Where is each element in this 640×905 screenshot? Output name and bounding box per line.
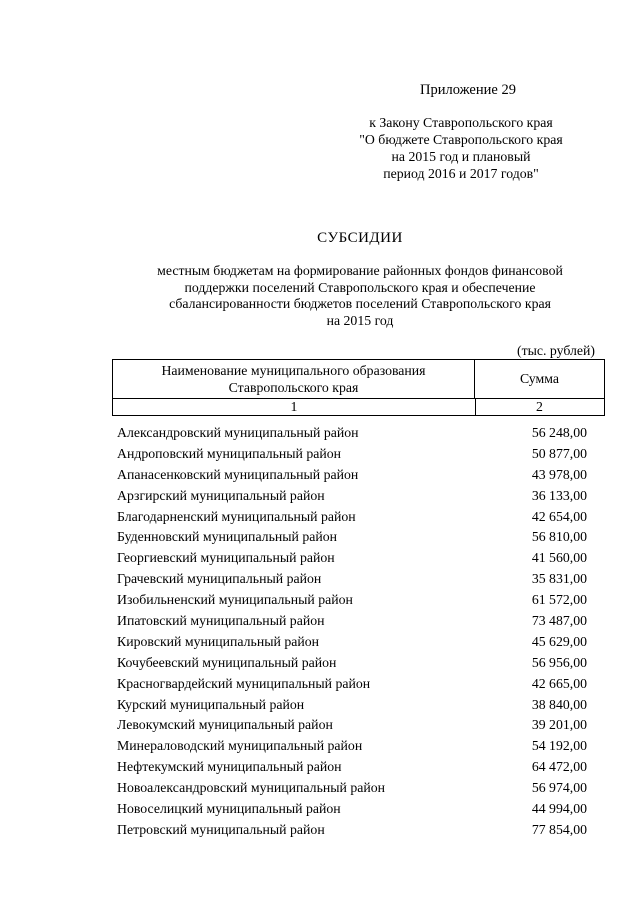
table-row (117, 675, 587, 696)
table-row (117, 528, 587, 549)
subtitle-line: на 2015 год (326, 312, 394, 328)
table-row (117, 549, 587, 570)
row-name: Грачевский муниципальный район (117, 571, 322, 587)
table-row (117, 591, 587, 612)
row-name: Андроповский муниципальный район (117, 445, 342, 461)
table-body (117, 424, 587, 842)
row-name: Новоалександровский муниципальный район (117, 780, 386, 796)
table-row (117, 445, 587, 466)
row-name: Апанасенковский муниципальный район (117, 466, 359, 482)
row-name: Петровский муниципальный район (117, 821, 325, 837)
subtitle-line: поддержки поселений Ставропольского края и обеспечение (184, 279, 536, 295)
law-reference (330, 114, 592, 182)
row-amount: 45 629,00 (531, 633, 587, 649)
row-amount: 43 978,00 (531, 466, 587, 482)
row-name: Кировский муниципальный район (117, 633, 320, 649)
table-row (117, 821, 587, 842)
table-row (117, 508, 587, 529)
row-name: Буденновский муниципальный район (117, 529, 338, 545)
table-row (117, 424, 587, 445)
row-name: Нефтекумский муниципальный район (117, 759, 342, 775)
row-name: Минераловодский муниципальный район (117, 738, 363, 754)
column-header-name-line: Ставропольского края (228, 379, 359, 395)
table-row (117, 758, 587, 779)
table-row (117, 737, 587, 758)
table-row (117, 779, 587, 800)
table-row (117, 487, 587, 508)
row-name: Арзгирский муниципальный район (117, 487, 325, 503)
row-name: Кочубеевский муниципальный район (117, 654, 337, 670)
table-row (117, 800, 587, 821)
row-amount: 39 201,00 (531, 717, 587, 733)
row-amount: 56 248,00 (531, 425, 587, 440)
row-amount: 42 654,00 (531, 508, 587, 524)
row-name: Новоселицкий муниципальный район (117, 801, 341, 817)
law-reference-line: "О бюджете Ставропольского края (359, 132, 563, 147)
column-number-row (112, 398, 605, 416)
row-amount: 56 956,00 (531, 654, 587, 670)
column-number-1: 1 (113, 398, 476, 415)
row-amount: 56 810,00 (531, 529, 587, 545)
table-row (117, 612, 587, 633)
column-header-name (113, 360, 475, 398)
row-name: Левокумский муниципальный район (117, 717, 333, 733)
row-name: Изобильненский муниципальный район (117, 592, 353, 608)
row-amount: 54 192,00 (531, 738, 587, 754)
row-amount: 38 840,00 (531, 696, 587, 712)
row-amount: 41 560,00 (531, 550, 587, 566)
subtitle-line: местным бюджетам на формирование районных фондов финансовой (157, 263, 563, 278)
row-name: Георгиевский муниципальный район (117, 550, 335, 566)
table-row (117, 716, 587, 737)
row-name: Александровский муниципальный район (117, 425, 359, 440)
law-reference-line: к Закону Ставропольского края (369, 115, 553, 130)
law-reference-line: на 2015 год и плановый (391, 149, 531, 164)
subtitle-line: сбалансированности бюджетов поселений Ставропольского края (169, 296, 551, 311)
row-name: Ипатовский муниципальный район (117, 613, 325, 629)
document-subtitle (130, 263, 590, 329)
row-name: Благодарненский муниципальный район (117, 508, 356, 524)
row-name: Красногвардейский муниципальный район (117, 675, 371, 691)
table-row (117, 633, 587, 654)
units-label: (тыс. рублей) (517, 343, 596, 358)
row-amount: 42 665,00 (531, 675, 587, 691)
column-header-name-line: Наименование муниципального образования (161, 363, 426, 378)
table-row (117, 466, 587, 487)
column-header-sum: Сумма (519, 371, 560, 386)
table-row (117, 570, 587, 591)
row-amount: 56 974,00 (531, 780, 587, 796)
law-reference-line: период 2016 и 2017 годов" (383, 166, 539, 181)
row-amount: 44 994,00 (531, 801, 587, 817)
column-number-2: 2 (536, 399, 543, 414)
row-amount: 35 831,00 (531, 571, 587, 587)
table-header (112, 359, 605, 399)
document-title: СУБСИДИИ (317, 230, 403, 246)
table-row (117, 654, 587, 675)
row-name: Курский муниципальный район (117, 696, 305, 712)
row-amount: 36 133,00 (531, 487, 587, 503)
row-amount: 50 877,00 (531, 445, 587, 461)
row-amount: 64 472,00 (531, 759, 587, 775)
row-amount: 77 854,00 (531, 821, 587, 837)
appendix-title: Приложение 29 (420, 82, 516, 98)
row-amount: 61 572,00 (531, 592, 587, 608)
row-amount: 73 487,00 (531, 613, 587, 629)
table-row (117, 696, 587, 717)
